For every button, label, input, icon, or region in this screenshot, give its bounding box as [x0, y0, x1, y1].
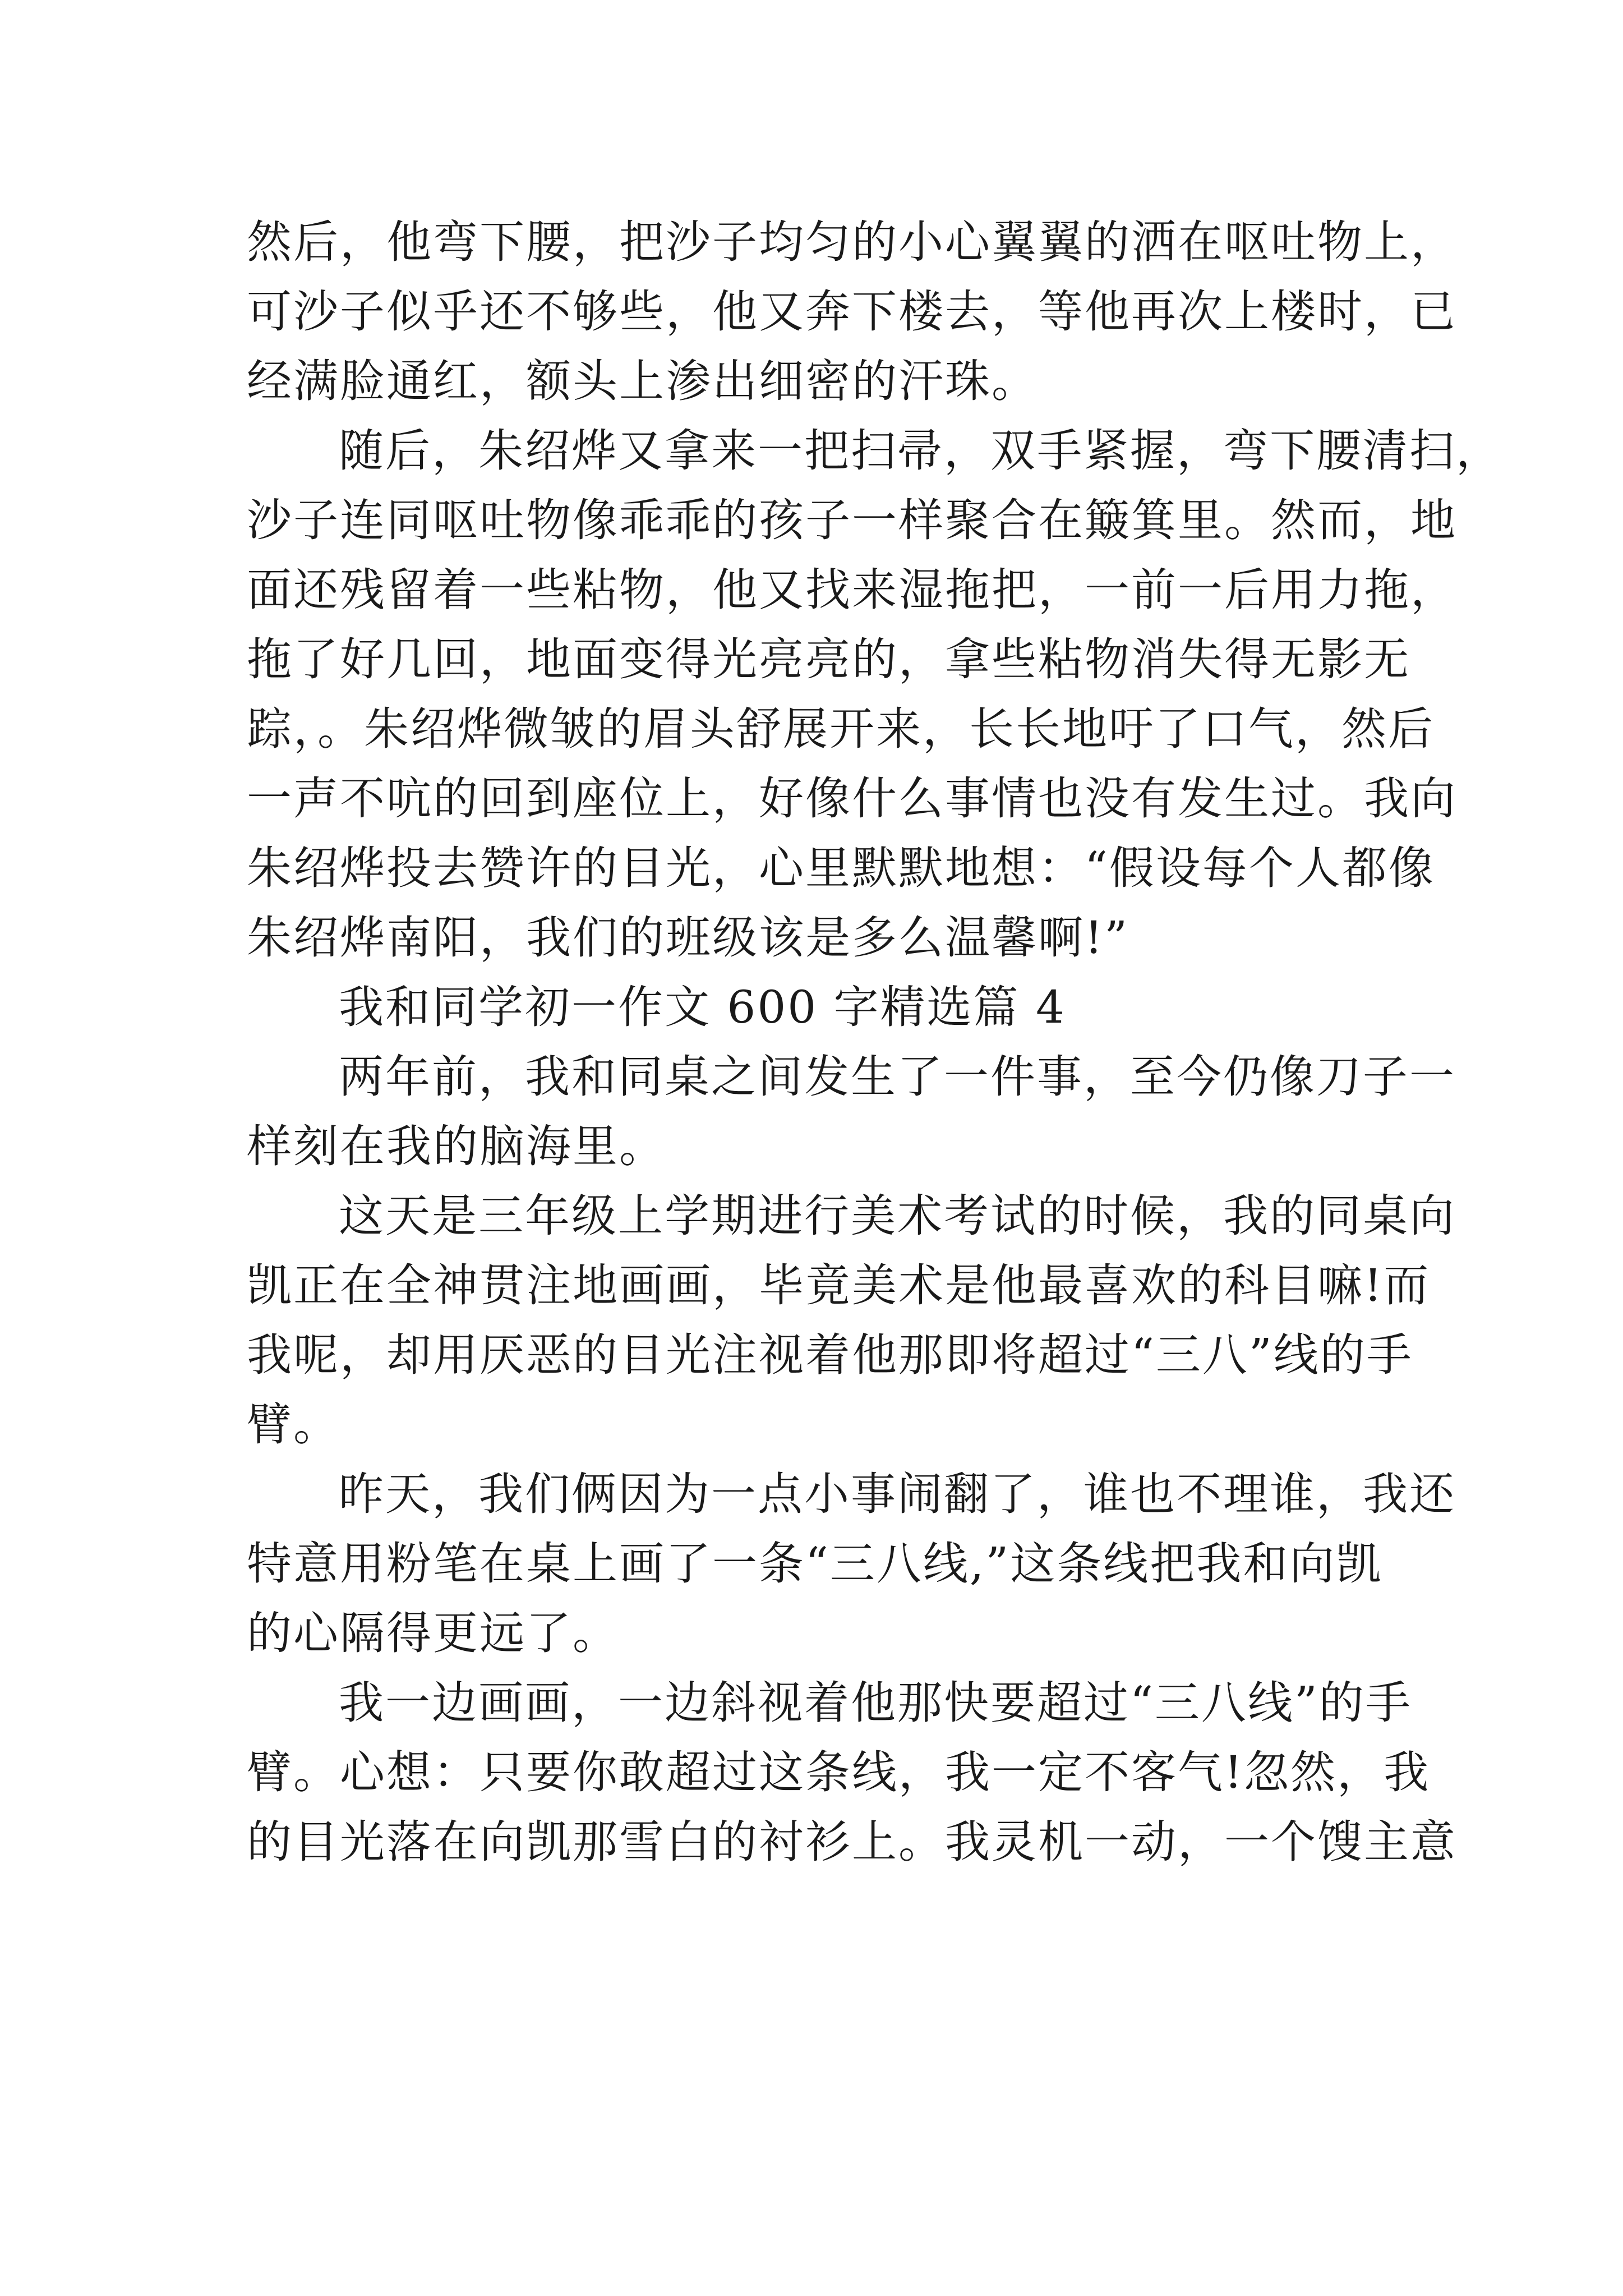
paragraph	[247, 1668, 1457, 1877]
text-line: 臂。	[247, 1398, 340, 1451]
text-line: 可沙子似乎还不够些，他又奔下楼去，等他再次上楼时，已	[247, 286, 1457, 338]
text-line: 的目光落在向凯那雪白的衬衫上。我灵机一动，一个馊主意	[247, 1816, 1457, 1868]
text-line: 面还残留着一些粘物，他又找来湿拖把，一前一后用力拖，	[247, 564, 1457, 616]
text-line: 经满脸通红，额头上渗出细密的汗珠。	[247, 355, 1038, 407]
text-line: 臂。心想：只要你敢超过这条线，我一定不客气!忽然，我	[247, 1746, 1431, 1798]
document-body	[247, 208, 1502, 1877]
text-line: 一声不吭的回到座位上，好像什么事情也没有发生过。我向	[247, 772, 1457, 825]
text-line: 两年前，我和同桌之间发生了一件事，至今仍像刀子一	[339, 1051, 1456, 1103]
text-line: 然后，他弯下腰，把沙子均匀的小心翼翼的洒在呕吐物上，	[247, 216, 1457, 268]
text-line: 朱绍烨投去赞许的目光，心里默默地想：“假设每个人都像	[247, 842, 1435, 894]
paragraph	[247, 1042, 1456, 1181]
text-line: 沙子连同呕吐物像乖乖的孩子一样聚合在簸箕里。然而，地	[247, 494, 1457, 546]
paragraph	[247, 208, 1457, 416]
text-line: 昨天，我们俩因为一点小事闹翻了，谁也不理谁，我还	[339, 1468, 1456, 1520]
text-line: 拖了好几回，地面变得光亮亮的，拿些粘物消失得无影无	[247, 633, 1410, 685]
section-heading	[247, 973, 1380, 1042]
heading-line: 我和同学初一作文 600 字精选篇 4	[339, 981, 1066, 1033]
text-line: 凯正在全神贯注地画画，毕竟美术是他最喜欢的科目嘛!而	[247, 1259, 1431, 1312]
text-line: 朱绍烨南阳，我们的班级该是多么温馨啊!”	[247, 912, 1129, 964]
paragraph	[247, 1460, 1456, 1668]
paragraph	[247, 1181, 1456, 1460]
paragraph	[247, 416, 1502, 973]
text-line: 踪，。朱绍烨微皱的眉头舒展开来，长长地吁了口气，然后	[247, 703, 1435, 755]
text-line: 样刻在我的脑海里。	[247, 1120, 666, 1172]
text-line: 我一边画画，一边斜视着他那快要超过“三八线”的手	[339, 1677, 1412, 1729]
text-line: 我呢，却用厌恶的目光注视着他那即将超过“三八”线的手	[247, 1329, 1413, 1381]
text-line: 特意用粉笔在桌上画了一条“三八线,”这条线把我和向凯	[247, 1538, 1383, 1590]
text-line: 的心隔得更远了。	[247, 1607, 619, 1659]
text-line: 随后，朱绍烨又拿来一把扫帚，双手紧握，弯下腰清扫，	[339, 425, 1502, 477]
text-line: 这天是三年级上学期进行美术考试的时候，我的同桌向	[339, 1190, 1456, 1242]
